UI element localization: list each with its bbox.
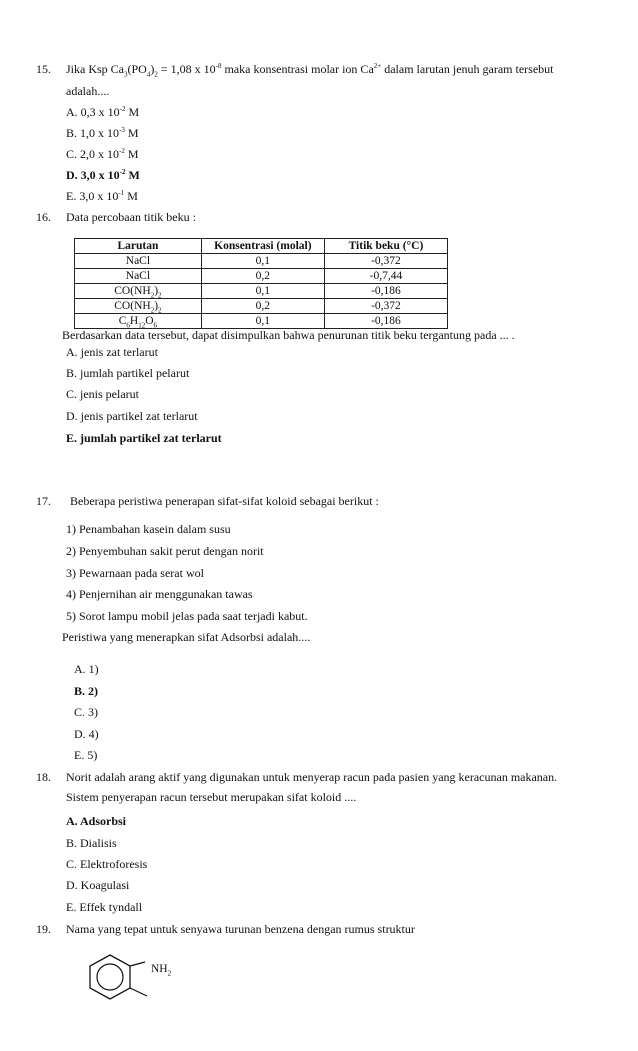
q17-option-a[interactable]: A. 1): [74, 662, 99, 676]
table-row: [75, 254, 448, 269]
q16-option-c[interactable]: C. jenis pelarut: [66, 387, 139, 401]
table-cell: $C_6H_{12}O_6$: [75, 314, 202, 329]
q17-item: 2) Penyembuhan sakit perut dengan norit: [66, 544, 264, 558]
table-cell: NaCl: [75, 254, 202, 269]
q17-option-c[interactable]: C. 3): [74, 705, 98, 719]
q18-number: 18.: [36, 770, 51, 784]
bond-to-nh2: [130, 962, 145, 966]
table-cell: $CO(NH_2)_2$: [75, 284, 202, 299]
q15-option-b[interactable]: B. 1,0 x $10^{-3}$ M: [66, 126, 139, 140]
table-cell: -0,186: [324, 284, 447, 299]
q17-option-d[interactable]: D. 4): [74, 727, 99, 741]
q18-option-d[interactable]: D. Koagulasi: [66, 878, 130, 892]
table-header-row: [75, 239, 448, 254]
q17-item: 3) Pewarnaan pada serat wol: [66, 566, 204, 580]
table-cell: 0,1: [201, 314, 324, 329]
q18-text-line1: Norit adalah arang aktif yang digunakan untuk menyerap racun pada pasien yang keracunan makanan.: [66, 770, 558, 784]
q17-item: 1) Penambahan kasein dalam susu: [66, 522, 231, 536]
table-cell: $CO(NH_2)_2$: [75, 299, 202, 314]
q18-text-line2: Sistem penyerapan racun tersebut merupakan sifat koloid ....: [66, 790, 357, 804]
table-header: Titik beku (°C): [324, 239, 447, 254]
table-row: [75, 314, 448, 329]
table-cell: 0,2: [201, 269, 324, 284]
table-row: [75, 284, 448, 299]
q16-option-b[interactable]: B. jumlah partikel pelarut: [66, 366, 190, 380]
substituent-bond: [130, 988, 147, 996]
nh2-label: $NH_2$: [151, 963, 172, 978]
table-cell: -0,186: [324, 314, 447, 329]
table-cell: NaCl: [75, 269, 202, 284]
q15-option-e[interactable]: E. 3,0 x $10^{-1}$ M: [66, 189, 138, 203]
q17-text: Beberapa peristiwa penerapan sifat-sifat koloid sebagai berikut :: [70, 494, 379, 508]
q17-option-e[interactable]: E. 5): [74, 748, 98, 762]
q16-number: 16.: [36, 210, 51, 224]
table-header: Larutan: [75, 239, 202, 254]
q16-option-e[interactable]: E. jumlah partikel zat terlarut: [66, 431, 222, 445]
q18-option-b[interactable]: B. Dialisis: [66, 836, 117, 850]
q16-conclusion: Berdasarkan data tersebut, dapat disimpulkan bahwa penurunan titik beku tergantung pada ... .: [62, 328, 515, 342]
q16-option-d[interactable]: D. jenis partikel zat terlarut: [66, 409, 198, 423]
q18-option-a[interactable]: A. Adsorbsi: [66, 814, 127, 828]
q15-option-d[interactable]: D. 3,0 x $10^{-2}$ M: [66, 168, 140, 182]
q16-text: Data percobaan titik beku :: [66, 210, 196, 224]
q15-option-a[interactable]: A. 0,3 x $10^{-2}$ M: [66, 105, 140, 119]
table-row: [75, 299, 448, 314]
table-header: Konsentrasi (molal): [201, 239, 324, 254]
freezing-point-table: [74, 238, 448, 329]
q17-number: 17.: [36, 494, 51, 508]
table-cell: -0,372: [324, 254, 447, 269]
table-cell: 0,1: [201, 284, 324, 299]
benzene-structure-diagram: [80, 950, 160, 1010]
benzene-aromatic-circle: [97, 964, 123, 990]
q17-question: Peristiwa yang menerapkan sifat Adsorbsi adalah....: [62, 630, 311, 644]
q17-option-b[interactable]: B. 2): [74, 684, 98, 698]
q16-option-a[interactable]: A. jenis zat terlarut: [66, 345, 158, 359]
table-cell: 0,2: [201, 299, 324, 314]
q17-item: 5) Sorot lampu mobil jelas pada saat terjadi kabut.: [66, 609, 308, 623]
q15-option-c[interactable]: C. 2,0 x $10^{-2}$ M: [66, 147, 139, 161]
table-cell: -0,7,44: [324, 269, 447, 284]
table-cell: 0,1: [201, 254, 324, 269]
benzene-ring: [90, 955, 130, 999]
q18-option-c[interactable]: C. Elektroforesis: [66, 857, 148, 871]
q15-text: Jika Ksp $Ca_3(PO_4)_2 = 1,08$ x $10^{-8}$ maka konsentrasi molar ion $Ca^{2+}$ dalam larutan jenuh garam tersebut: [66, 62, 554, 79]
table-cell: -0,372: [324, 299, 447, 314]
q15-number: 15.: [36, 62, 51, 76]
q15-text-line2: adalah....: [66, 84, 110, 98]
q19-number: 19.: [36, 922, 51, 936]
q19-text: Nama yang tepat untuk senyawa turunan benzena dengan rumus struktur: [66, 922, 415, 936]
table-row: [75, 269, 448, 284]
q18-option-e[interactable]: E. Effek tyndall: [66, 900, 143, 914]
q17-item: 4) Penjernihan air menggunakan tawas: [66, 587, 253, 601]
